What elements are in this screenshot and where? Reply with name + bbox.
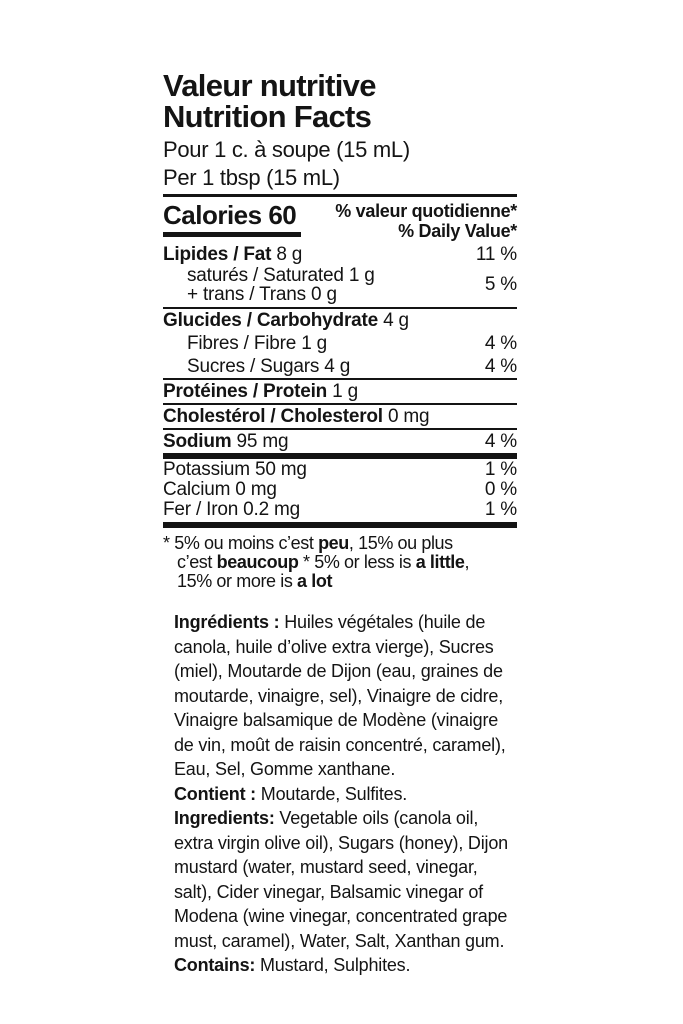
daily-value-header (335, 201, 517, 241)
nutrient-name: Fibres / Fibre 1 g (187, 333, 328, 354)
contains-en-text: Mustard, Sulphites. (255, 955, 411, 975)
calories-label: Calories (163, 200, 262, 230)
ingredients-section (174, 610, 518, 978)
nutrient-dv: 4 % (484, 356, 517, 377)
nutrient-name: Sucres / Sugars 4 g (187, 356, 351, 377)
calories-header (163, 197, 517, 243)
divider-thick (163, 522, 517, 528)
nutrient-dv: 5 % (484, 274, 517, 295)
nutrient-row-potassium (163, 459, 517, 479)
saturated-line: saturés / Saturated 1 g (187, 265, 375, 286)
calories-text (163, 201, 301, 237)
ingredients-fr-text: Huiles végétales (huile de canola, huile d’olive extra vierge), Sucres (miel), Moutarde de Dijon (eau, graines de moutarde, vinaigre, sel), Vinaigre de cidre, Vinaigre balsamique de Modène (vinaigre de vin, moût de raisin concentré, caramel), Eau, Sel, Gomme xanthane. (174, 612, 506, 779)
calories-value: 60 (268, 200, 297, 230)
contains-en-label: Contains: (174, 955, 256, 975)
ingredients-en-text: Vegetable oils (canola oil, extra virgin olive oil), Sugars (honey), Dijon mustard (water, mustard seed, vinegar, salt), Cider vinegar, Balsamic vinegar of Modena (wine vinegar, concentrated grape must, caramel), Water, Salt, Xanthan gum. (174, 808, 508, 951)
contains-fr-text: Moutarde, Sulfites. (255, 783, 408, 804)
ingredients-fr-label: Ingrédients : (174, 612, 280, 632)
contains-en-paragraph (174, 953, 518, 978)
nutrient-row-fat (163, 243, 517, 266)
contains-fr-label: Contient : (174, 783, 256, 804)
nutrient-row-cholesterol (163, 405, 517, 428)
title-fr: Valeur nutritive (163, 68, 376, 103)
ingredients-en-paragraph (174, 806, 518, 953)
nutrient-dv: 4 % (484, 431, 517, 452)
nutrient-name (163, 266, 375, 304)
nutrition-facts-table (163, 70, 517, 591)
footnote: * 5% ou moins c’est peu, 15% ou plus c’est beaucoup * 5% or less is a little, 15% or more is a lot (163, 533, 470, 591)
nutrient-name: Glucides / Carbohydrate 4 g (163, 310, 409, 331)
nutrient-row-iron (163, 499, 517, 519)
calories-underline (163, 232, 301, 237)
nutrient-name: Cholestérol / Cholesterol 0 mg (163, 406, 430, 427)
contains-fr-paragraph (174, 782, 518, 807)
nutrient-dv: 11 % (475, 244, 517, 265)
nutrient-row-calcium (163, 479, 517, 499)
title-en: Nutrition Facts (163, 99, 372, 134)
dv-header-en: % Daily Value* (398, 221, 517, 241)
ingredients-fr-paragraph (174, 610, 518, 782)
nutrient-dv: 1 % (484, 499, 517, 520)
nutrient-name: Sodium 95 mg (163, 431, 289, 452)
nutrient-row-sodium (163, 430, 517, 453)
nutrient-name: Calcium 0 mg (163, 479, 277, 500)
trans-line: + trans / Trans 0 g (187, 284, 337, 305)
nutrient-row-saturated-trans (163, 266, 517, 307)
nutrient-name: Lipides / Fat 8 g (163, 244, 303, 265)
nutrient-row-carbohydrate (163, 309, 517, 332)
nutrient-row-protein (163, 380, 517, 403)
serving-size-fr: Pour 1 c. à soupe (15 mL) (163, 137, 410, 162)
nutrient-row-fibre (163, 332, 517, 355)
nutrient-name: Protéines / Protein 1 g (163, 381, 358, 402)
nutrient-name: Potassium 50 mg (163, 459, 307, 480)
serving-size-en: Per 1 tbsp (15 mL) (163, 165, 340, 190)
ingredients-en-label: Ingredients: (174, 808, 275, 828)
nutrient-name: Fer / Iron 0.2 mg (163, 499, 301, 520)
nutrient-dv: 1 % (484, 459, 517, 480)
nutrient-dv: 0 % (484, 479, 517, 500)
nutrient-dv: 4 % (484, 333, 517, 354)
dv-header-fr: % valeur quotidienne* (335, 201, 517, 221)
nutrient-row-sugars (163, 355, 517, 378)
